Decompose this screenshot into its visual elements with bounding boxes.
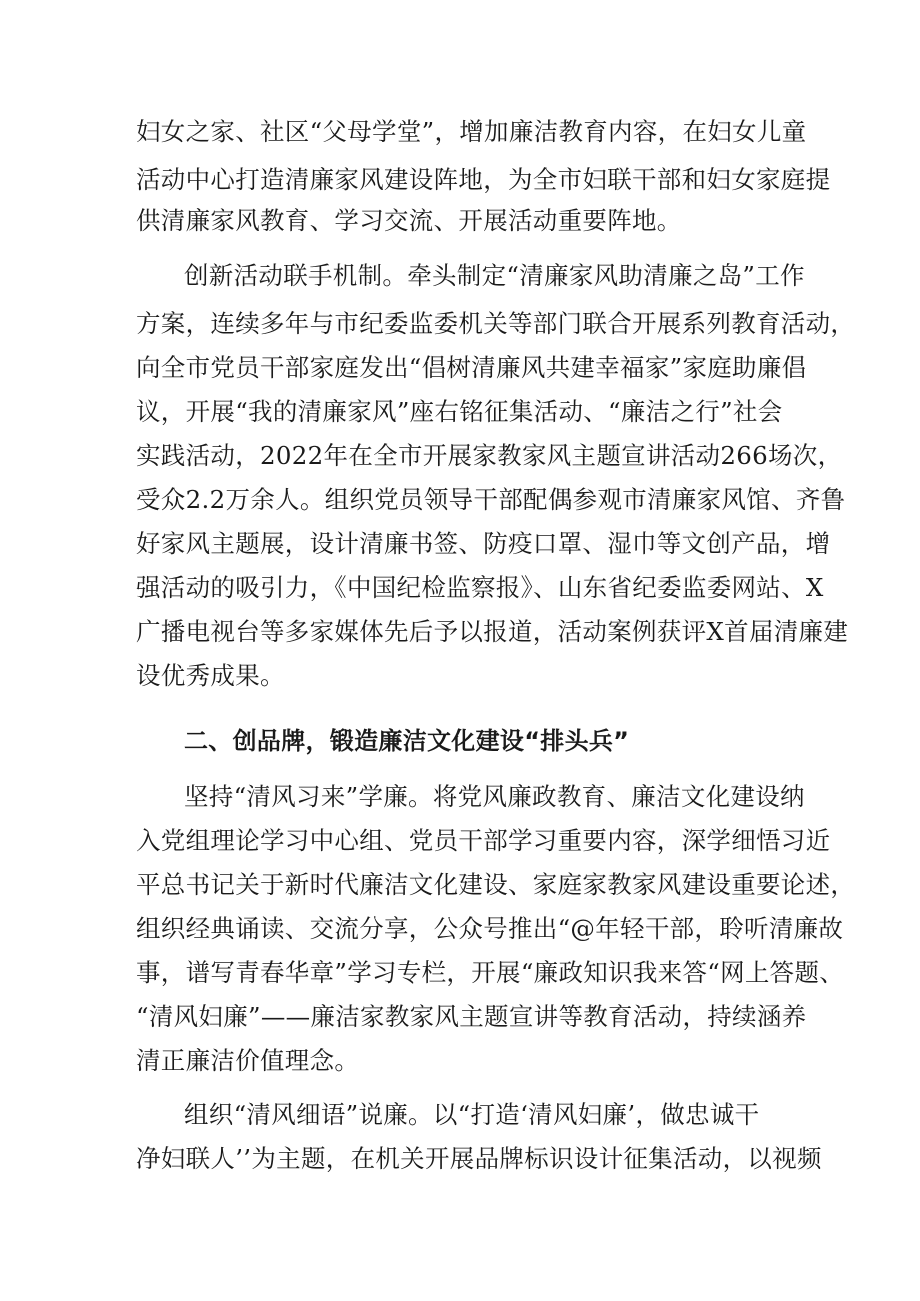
paragraph-line: 平总书记关于新时代廉洁文化建设、家庭家教家风建设重要论述， [136,870,856,899]
paragraph-line: 议，开展“我的清廉家风”座右铭征集活动、“廉洁之行”社会 [136,397,783,426]
paragraph-line: 创新活动联手机制。牵头制定“清廉家风助清廉之岛”工作 [184,261,805,290]
paragraph-line: 组织“清风细语”说廉。以“打造‘清风妇廉’，做忠诚干 [184,1100,760,1129]
paragraph-line: 广播电视台等多家媒体先后予以报道，活动案例获评X首届清廉建 [136,617,849,646]
paragraph-line: 设优秀成果。 [136,661,285,690]
paragraph-line: 清正廉洁价值理念。 [136,1046,360,1075]
paragraph-line: 组织经典诵读、交流分享，公众号推出“@年轻干部，聆听清廉故 [136,914,844,943]
paragraph-line: 实践活动，2022年在全市开展家教家风主题宣讲活动266场次， [136,441,843,470]
paragraph-line: 活动中心打造清廉家风建设阵地，为全市妇联干部和妇女家庭提 [136,165,831,194]
paragraph-line: 受众2.2万余人。组织党员领导干部配偶参观市清廉家风馆、齐鲁 [136,485,846,514]
paragraph-line: 净妇联人’’为主题，在机关开展品牌标识设计征集活动，以视频 [136,1144,822,1173]
paragraph-line: 向全市党员干部家庭发出“倡树清廉风共建幸福家”家庭助廉倡 [136,353,807,382]
paragraph-line: 妇女之家、社区“父母学堂”，增加廉洁教育内容，在妇女儿童 [136,117,807,146]
paragraph-line: “清风妇廉”——廉洁家教家风主题宣讲等教育活动，持续涵养 [136,1002,807,1031]
paragraph-line: 供清廉家风教育、学习交流、开展活动重要阵地。 [136,206,682,235]
paragraph-line: 入党组理论学习中心组、党员干部学习重要内容，深学细悟习近 [136,826,831,855]
paragraph-line: 坚持“清风习来”学廉。将党风廉政教育、廉洁文化建设纳 [184,782,805,811]
paragraph-line: 强活动的吸引力，《中国纪检监察报》、山东省纪委监委网站、X [136,573,824,602]
paragraph-line: 事，谱写青春华章”学习专栏，开展“廉政知识我来答“网上答题、 [136,958,845,987]
paragraph-line: 好家风主题展，设计清廉书签、防疫口罩、湿巾等文创产品，增 [136,529,831,558]
paragraph-line: 方案，连续多年与市纪委监委机关等部门联合开展系列教育活动， [136,309,856,338]
section-heading: 二、创品牌，锻造廉洁文化建设“排头兵” [184,727,630,755]
